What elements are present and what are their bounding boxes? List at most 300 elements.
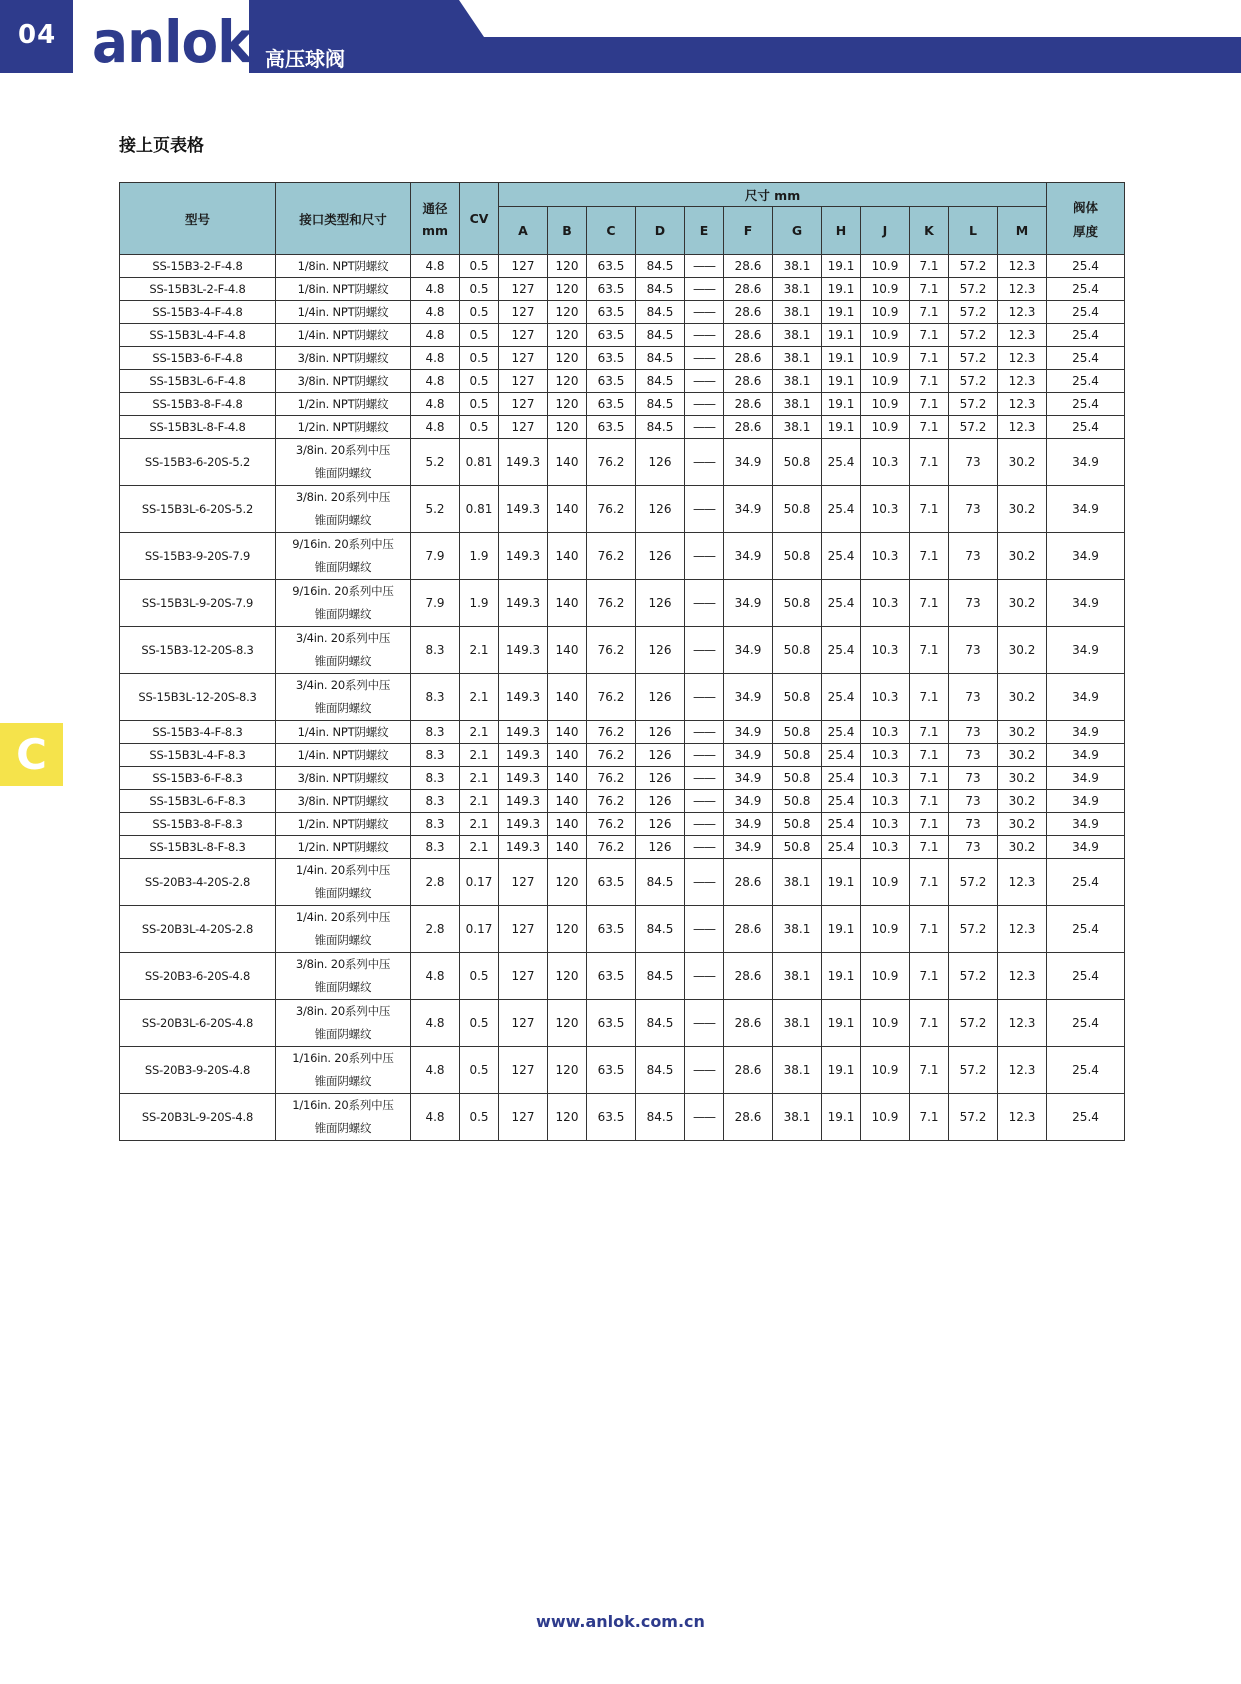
header-band [249, 0, 1241, 73]
brand-logo: anlok [92, 8, 252, 76]
table-row [120, 674, 1125, 721]
connection-line-1: 1/2in. NPT阴螺纹 [297, 840, 389, 854]
thickness-cell: 25.4 [1047, 859, 1125, 906]
dim-a-cell: 127 [499, 301, 548, 324]
thickness-cell: 34.9 [1047, 836, 1125, 859]
model-cell: SS-20B3L-9-20S-4.8 [120, 1094, 276, 1141]
table-row [120, 370, 1125, 393]
cv-cell: 0.5 [460, 347, 499, 370]
dim-l-cell: 57.2 [949, 324, 998, 347]
dim-h-cell: 25.4 [822, 767, 861, 790]
connection-line-1: 1/4in. NPT阴螺纹 [297, 305, 389, 319]
thickness-cell: 25.4 [1047, 301, 1125, 324]
dim-a-cell: 149.3 [499, 790, 548, 813]
thickness-cell: 34.9 [1047, 674, 1125, 721]
spec-table [119, 182, 1125, 1141]
dim-e-cell: —— [685, 301, 724, 324]
connection-line-1: 1/2in. NPT阴螺纹 [297, 420, 389, 434]
model-cell: SS-15B3L-4-F-8.3 [120, 744, 276, 767]
dim-b-cell: 140 [548, 674, 587, 721]
dim-b-cell: 140 [548, 813, 587, 836]
dim-h-cell: 25.4 [822, 439, 861, 486]
dim-m-cell: 30.2 [998, 533, 1047, 580]
dim-f-cell: 28.6 [724, 1047, 773, 1094]
dim-f-cell: 34.9 [724, 836, 773, 859]
table-row [120, 859, 1125, 906]
cv-cell: 0.17 [460, 859, 499, 906]
dim-j-cell: 10.9 [861, 1047, 910, 1094]
bore-cell: 2.8 [411, 906, 460, 953]
bore-cell: 8.3 [411, 790, 460, 813]
model-cell: SS-15B3-4-F-8.3 [120, 721, 276, 744]
connection-line-2: 锥面阴螺纹 [314, 607, 372, 621]
dim-a-cell: 127 [499, 859, 548, 906]
header-bore [411, 183, 460, 255]
dim-a-cell: 127 [499, 416, 548, 439]
header-title: 高压球阀 [265, 47, 345, 71]
dim-f-cell: 28.6 [724, 906, 773, 953]
model-cell: SS-15B3L-6-F-8.3 [120, 790, 276, 813]
thickness-cell: 25.4 [1047, 953, 1125, 1000]
dim-g-cell: 38.1 [773, 859, 822, 906]
thickness-cell: 25.4 [1047, 906, 1125, 953]
thickness-cell: 34.9 [1047, 813, 1125, 836]
dim-g-cell: 38.1 [773, 416, 822, 439]
header-dim-g: G [773, 207, 822, 255]
dim-j-cell: 10.3 [861, 813, 910, 836]
dim-h-cell: 19.1 [822, 255, 861, 278]
dim-f-cell: 28.6 [724, 301, 773, 324]
cv-cell: 0.5 [460, 1094, 499, 1141]
dim-f-cell: 34.9 [724, 721, 773, 744]
dim-h-cell: 19.1 [822, 370, 861, 393]
dim-f-cell: 34.9 [724, 627, 773, 674]
dim-b-cell: 120 [548, 393, 587, 416]
header-thickness [1047, 183, 1125, 255]
dim-k-cell: 7.1 [910, 674, 949, 721]
dim-h-cell: 25.4 [822, 836, 861, 859]
dim-c-cell: 63.5 [587, 278, 636, 301]
dim-m-cell: 30.2 [998, 744, 1047, 767]
dim-k-cell: 7.1 [910, 347, 949, 370]
dim-j-cell: 10.3 [861, 627, 910, 674]
thickness-cell: 34.9 [1047, 627, 1125, 674]
connection-line-1: 3/8in. 20系列中压 [295, 1004, 391, 1018]
dim-k-cell: 7.1 [910, 278, 949, 301]
connection-line-1: 1/4in. NPT阴螺纹 [297, 748, 389, 762]
connection-line-1: 3/8in. NPT阴螺纹 [297, 351, 389, 365]
dim-d-cell: 126 [636, 790, 685, 813]
dim-j-cell: 10.9 [861, 370, 910, 393]
bore-cell: 8.3 [411, 813, 460, 836]
model-cell: SS-15B3L-4-F-4.8 [120, 324, 276, 347]
dim-c-cell: 76.2 [587, 790, 636, 813]
table-row [120, 301, 1125, 324]
dim-l-cell: 73 [949, 813, 998, 836]
dim-g-cell: 50.8 [773, 790, 822, 813]
dim-e-cell: —— [685, 255, 724, 278]
dim-j-cell: 10.9 [861, 301, 910, 324]
connection-line-2: 锥面阴螺纹 [314, 654, 372, 668]
dim-g-cell: 50.8 [773, 744, 822, 767]
header-thickness-label: 阀体 [1073, 199, 1099, 215]
dim-d-cell: 126 [636, 674, 685, 721]
connection-line-1: 1/16in. 20系列中压 [292, 1051, 394, 1065]
model-cell: SS-15B3L-12-20S-8.3 [120, 674, 276, 721]
dim-b-cell: 120 [548, 278, 587, 301]
connection-line-2: 锥面阴螺纹 [314, 1074, 372, 1088]
cv-cell: 2.1 [460, 721, 499, 744]
connection-cell [276, 859, 411, 906]
dim-a-cell: 127 [499, 255, 548, 278]
dim-e-cell: —— [685, 1000, 724, 1047]
dim-m-cell: 12.3 [998, 1000, 1047, 1047]
dim-d-cell: 126 [636, 767, 685, 790]
connection-cell [276, 1094, 411, 1141]
dim-c-cell: 63.5 [587, 324, 636, 347]
dim-j-cell: 10.3 [861, 486, 910, 533]
dim-j-cell: 10.3 [861, 533, 910, 580]
dim-k-cell: 7.1 [910, 486, 949, 533]
dim-h-cell: 19.1 [822, 859, 861, 906]
dim-j-cell: 10.3 [861, 744, 910, 767]
dim-h-cell: 19.1 [822, 278, 861, 301]
connection-cell [276, 790, 411, 813]
table-row [120, 255, 1125, 278]
dim-l-cell: 73 [949, 721, 998, 744]
dim-l-cell: 57.2 [949, 906, 998, 953]
dim-d-cell: 126 [636, 627, 685, 674]
dim-m-cell: 12.3 [998, 953, 1047, 1000]
dim-m-cell: 30.2 [998, 721, 1047, 744]
dim-c-cell: 63.5 [587, 953, 636, 1000]
dim-e-cell: —— [685, 580, 724, 627]
cv-cell: 0.5 [460, 324, 499, 347]
dim-a-cell: 127 [499, 370, 548, 393]
dim-a-cell: 127 [499, 393, 548, 416]
dim-h-cell: 25.4 [822, 790, 861, 813]
dim-c-cell: 76.2 [587, 744, 636, 767]
dim-m-cell: 12.3 [998, 859, 1047, 906]
model-cell: SS-20B3L-6-20S-4.8 [120, 1000, 276, 1047]
section-tab: C [0, 723, 63, 786]
dim-e-cell: —— [685, 347, 724, 370]
dim-c-cell: 63.5 [587, 906, 636, 953]
bore-cell: 8.3 [411, 721, 460, 744]
dim-b-cell: 120 [548, 1000, 587, 1047]
cv-cell: 2.1 [460, 790, 499, 813]
connection-line-1: 3/8in. 20系列中压 [295, 490, 391, 504]
model-cell: SS-20B3L-4-20S-2.8 [120, 906, 276, 953]
dim-m-cell: 12.3 [998, 347, 1047, 370]
table-row [120, 906, 1125, 953]
dim-k-cell: 7.1 [910, 301, 949, 324]
dim-d-cell: 126 [636, 580, 685, 627]
dim-h-cell: 19.1 [822, 953, 861, 1000]
bore-cell: 4.8 [411, 324, 460, 347]
dim-m-cell: 12.3 [998, 906, 1047, 953]
dim-d-cell: 126 [636, 744, 685, 767]
connection-cell [276, 1047, 411, 1094]
connection-cell [276, 370, 411, 393]
cv-cell: 0.5 [460, 953, 499, 1000]
dim-a-cell: 149.3 [499, 486, 548, 533]
dim-j-cell: 10.9 [861, 906, 910, 953]
dim-h-cell: 25.4 [822, 580, 861, 627]
connection-line-1: 1/8in. NPT阴螺纹 [297, 282, 389, 296]
model-cell: SS-15B3-6-F-8.3 [120, 767, 276, 790]
dim-a-cell: 149.3 [499, 674, 548, 721]
dim-k-cell: 7.1 [910, 721, 949, 744]
header-dim-f: F [724, 207, 773, 255]
dim-f-cell: 28.6 [724, 859, 773, 906]
dim-d-cell: 84.5 [636, 324, 685, 347]
bore-cell: 4.8 [411, 953, 460, 1000]
dim-a-cell: 149.3 [499, 744, 548, 767]
bore-cell: 8.3 [411, 767, 460, 790]
dim-j-cell: 10.3 [861, 580, 910, 627]
dim-k-cell: 7.1 [910, 255, 949, 278]
dim-m-cell: 30.2 [998, 674, 1047, 721]
connection-cell [276, 627, 411, 674]
dim-f-cell: 28.6 [724, 370, 773, 393]
thickness-cell: 25.4 [1047, 1094, 1125, 1141]
dim-e-cell: —— [685, 627, 724, 674]
model-cell: SS-15B3-2-F-4.8 [120, 255, 276, 278]
dim-c-cell: 76.2 [587, 813, 636, 836]
thickness-cell: 34.9 [1047, 790, 1125, 813]
model-cell: SS-15B3L-9-20S-7.9 [120, 580, 276, 627]
connection-line-1: 3/8in. 20系列中压 [295, 443, 391, 457]
dim-d-cell: 84.5 [636, 1000, 685, 1047]
dim-b-cell: 120 [548, 324, 587, 347]
dim-f-cell: 34.9 [724, 439, 773, 486]
cv-cell: 2.1 [460, 767, 499, 790]
dim-f-cell: 28.6 [724, 1000, 773, 1047]
dim-g-cell: 50.8 [773, 813, 822, 836]
dim-d-cell: 84.5 [636, 393, 685, 416]
dim-d-cell: 84.5 [636, 1047, 685, 1094]
dim-h-cell: 25.4 [822, 533, 861, 580]
dim-f-cell: 34.9 [724, 580, 773, 627]
connection-line-1: 3/8in. NPT阴螺纹 [297, 794, 389, 808]
dim-l-cell: 73 [949, 674, 998, 721]
thickness-cell: 25.4 [1047, 416, 1125, 439]
dim-j-cell: 10.3 [861, 790, 910, 813]
dim-e-cell: —— [685, 767, 724, 790]
connection-line-1: 1/16in. 20系列中压 [292, 1098, 394, 1112]
connection-line-1: 1/2in. NPT阴螺纹 [297, 817, 389, 831]
thickness-cell: 34.9 [1047, 486, 1125, 533]
dim-j-cell: 10.3 [861, 674, 910, 721]
cv-cell: 0.5 [460, 1047, 499, 1094]
connection-line-1: 3/8in. NPT阴螺纹 [297, 771, 389, 785]
dim-e-cell: —— [685, 790, 724, 813]
dim-f-cell: 34.9 [724, 790, 773, 813]
dim-l-cell: 57.2 [949, 255, 998, 278]
dim-a-cell: 149.3 [499, 627, 548, 674]
dim-c-cell: 76.2 [587, 674, 636, 721]
dim-f-cell: 34.9 [724, 813, 773, 836]
table-row [120, 1094, 1125, 1141]
dim-f-cell: 28.6 [724, 255, 773, 278]
dim-f-cell: 34.9 [724, 486, 773, 533]
footer-url: www.anlok.com.cn [536, 1612, 705, 1631]
dim-k-cell: 7.1 [910, 790, 949, 813]
dim-b-cell: 120 [548, 301, 587, 324]
model-cell: SS-15B3-9-20S-7.9 [120, 533, 276, 580]
connection-line-1: 9/16in. 20系列中压 [292, 584, 394, 598]
cv-cell: 2.1 [460, 836, 499, 859]
bore-cell: 4.8 [411, 1094, 460, 1141]
connection-cell [276, 721, 411, 744]
connection-cell [276, 324, 411, 347]
dim-g-cell: 50.8 [773, 721, 822, 744]
dim-f-cell: 28.6 [724, 393, 773, 416]
dim-b-cell: 140 [548, 836, 587, 859]
dim-c-cell: 63.5 [587, 255, 636, 278]
dim-j-cell: 10.9 [861, 859, 910, 906]
dim-j-cell: 10.9 [861, 953, 910, 1000]
section-title: 接上页表格 [119, 136, 204, 156]
dim-b-cell: 140 [548, 767, 587, 790]
dim-k-cell: 7.1 [910, 767, 949, 790]
dim-b-cell: 140 [548, 744, 587, 767]
connection-line-1: 9/16in. 20系列中压 [292, 537, 394, 551]
bore-cell: 4.8 [411, 301, 460, 324]
dim-j-cell: 10.3 [861, 836, 910, 859]
model-cell: SS-15B3L-8-F-8.3 [120, 836, 276, 859]
dim-e-cell: —— [685, 439, 724, 486]
dim-h-cell: 19.1 [822, 416, 861, 439]
table-row [120, 416, 1125, 439]
connection-cell [276, 255, 411, 278]
connection-line-2: 锥面阴螺纹 [314, 980, 372, 994]
connection-cell [276, 580, 411, 627]
cv-cell: 0.5 [460, 1000, 499, 1047]
dim-d-cell: 126 [636, 533, 685, 580]
header-dim-h: H [822, 207, 861, 255]
dim-f-cell: 28.6 [724, 1094, 773, 1141]
dim-b-cell: 120 [548, 953, 587, 1000]
connection-cell [276, 486, 411, 533]
dim-l-cell: 73 [949, 486, 998, 533]
dim-g-cell: 50.8 [773, 836, 822, 859]
dim-e-cell: —— [685, 744, 724, 767]
dim-e-cell: —— [685, 813, 724, 836]
dim-g-cell: 50.8 [773, 439, 822, 486]
dim-h-cell: 19.1 [822, 347, 861, 370]
dim-j-cell: 10.9 [861, 416, 910, 439]
connection-line-1: 3/8in. 20系列中压 [295, 957, 391, 971]
dim-a-cell: 127 [499, 953, 548, 1000]
header-cv: CV [460, 183, 499, 255]
dim-l-cell: 57.2 [949, 278, 998, 301]
table-row [120, 767, 1125, 790]
model-cell: SS-15B3L-6-F-4.8 [120, 370, 276, 393]
dim-m-cell: 12.3 [998, 324, 1047, 347]
connection-cell [276, 416, 411, 439]
connection-cell [276, 674, 411, 721]
cv-cell: 1.9 [460, 533, 499, 580]
table-row [120, 1000, 1125, 1047]
thickness-cell: 34.9 [1047, 580, 1125, 627]
dim-l-cell: 73 [949, 790, 998, 813]
dim-e-cell: —— [685, 836, 724, 859]
thickness-cell: 25.4 [1047, 347, 1125, 370]
dim-f-cell: 34.9 [724, 767, 773, 790]
header-dim-b: B [548, 207, 587, 255]
connection-line-1: 1/2in. NPT阴螺纹 [297, 397, 389, 411]
dim-b-cell: 120 [548, 1047, 587, 1094]
dim-h-cell: 25.4 [822, 721, 861, 744]
header-dim-m: M [998, 207, 1047, 255]
dim-e-cell: —— [685, 859, 724, 906]
dim-e-cell: —— [685, 486, 724, 533]
dim-j-cell: 10.3 [861, 439, 910, 486]
connection-line-2: 锥面阴螺纹 [314, 560, 372, 574]
model-cell: SS-15B3-6-20S-5.2 [120, 439, 276, 486]
dim-c-cell: 63.5 [587, 416, 636, 439]
dim-g-cell: 38.1 [773, 324, 822, 347]
page-number: 04 [18, 20, 57, 50]
bore-cell: 8.3 [411, 744, 460, 767]
dim-a-cell: 127 [499, 1000, 548, 1047]
connection-line-1: 1/4in. NPT阴螺纹 [297, 328, 389, 342]
dim-a-cell: 127 [499, 906, 548, 953]
dim-d-cell: 126 [636, 836, 685, 859]
dim-m-cell: 30.2 [998, 813, 1047, 836]
dim-k-cell: 7.1 [910, 744, 949, 767]
bore-cell: 8.3 [411, 836, 460, 859]
table-row [120, 486, 1125, 533]
dim-d-cell: 84.5 [636, 859, 685, 906]
dim-e-cell: —— [685, 953, 724, 1000]
dim-m-cell: 12.3 [998, 301, 1047, 324]
thickness-cell: 34.9 [1047, 439, 1125, 486]
table-row [120, 813, 1125, 836]
thickness-cell: 25.4 [1047, 255, 1125, 278]
bore-cell: 7.9 [411, 533, 460, 580]
dim-b-cell: 140 [548, 627, 587, 674]
dim-d-cell: 84.5 [636, 370, 685, 393]
dim-g-cell: 38.1 [773, 1047, 822, 1094]
dim-d-cell: 84.5 [636, 347, 685, 370]
dim-k-cell: 7.1 [910, 813, 949, 836]
connection-cell [276, 767, 411, 790]
dim-g-cell: 38.1 [773, 301, 822, 324]
dim-b-cell: 120 [548, 255, 587, 278]
dim-k-cell: 7.1 [910, 859, 949, 906]
dim-h-cell: 25.4 [822, 486, 861, 533]
model-cell: SS-15B3-4-F-4.8 [120, 301, 276, 324]
cv-cell: 0.5 [460, 370, 499, 393]
dim-l-cell: 73 [949, 439, 998, 486]
dim-l-cell: 57.2 [949, 301, 998, 324]
dim-c-cell: 76.2 [587, 486, 636, 533]
connection-cell [276, 953, 411, 1000]
dim-c-cell: 63.5 [587, 1047, 636, 1094]
dim-g-cell: 50.8 [773, 767, 822, 790]
dim-j-cell: 10.9 [861, 393, 910, 416]
connection-line-2: 锥面阴螺纹 [314, 466, 372, 480]
cv-cell: 2.1 [460, 813, 499, 836]
model-cell: SS-20B3-4-20S-2.8 [120, 859, 276, 906]
cv-cell: 2.1 [460, 744, 499, 767]
dim-l-cell: 73 [949, 533, 998, 580]
connection-line-1: 1/8in. NPT阴螺纹 [297, 259, 389, 273]
cv-cell: 2.1 [460, 627, 499, 674]
